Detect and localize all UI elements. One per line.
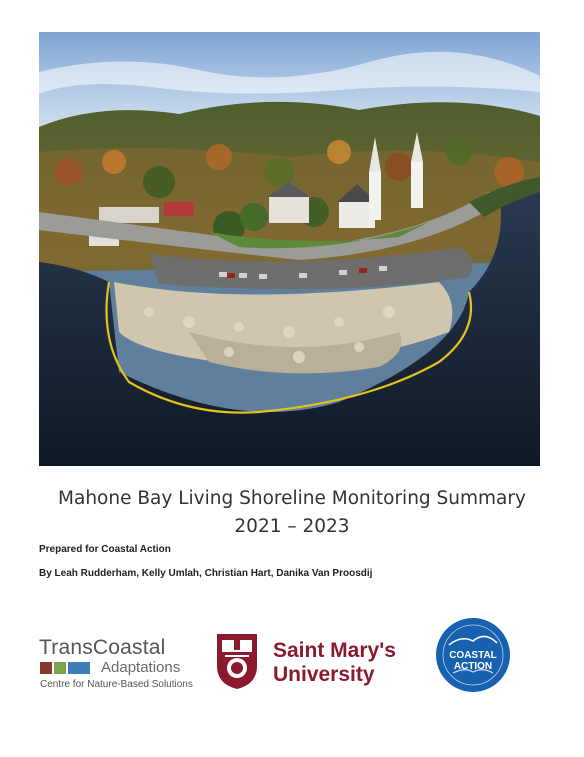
- transcoastal-centre: Centre for Nature-Based Solutions: [40, 679, 193, 690]
- transcoastal-name: TransCoastal: [39, 636, 166, 659]
- transcoastal-logo: [39, 636, 209, 694]
- coastal-action-badge-icon: [435, 617, 511, 693]
- square-green: [54, 662, 66, 674]
- transcoastal-squares: [40, 662, 90, 674]
- document-title: Mahone Bay Living Shoreline Monitoring Summary: [58, 488, 526, 509]
- smu-name-line1: Saint Mary's: [273, 639, 396, 662]
- smu-name-line2: University: [273, 663, 375, 686]
- prepared-for: Prepared for Coastal Action: [39, 544, 171, 555]
- coastal-action-line2: ACTION: [453, 661, 493, 672]
- transcoastal-subtitle: Adaptations: [101, 659, 181, 676]
- authors: By Leah Rudderham, Kelly Umlah, Christian Hart, Danika Van Proosdij: [39, 568, 373, 579]
- smu-crest-icon: [214, 632, 260, 690]
- smu-logo: [214, 632, 414, 696]
- square-blue: [68, 662, 90, 674]
- aerial-photo-mahone-bay-shoreline: [39, 32, 540, 466]
- coastal-action-logo: [435, 617, 511, 693]
- cover-photo: [39, 32, 540, 466]
- coastal-action-line1: COASTAL: [449, 650, 497, 661]
- document-date-range: 2021 – 2023: [234, 516, 350, 537]
- smu-name: [273, 639, 396, 687]
- square-red: [40, 662, 52, 674]
